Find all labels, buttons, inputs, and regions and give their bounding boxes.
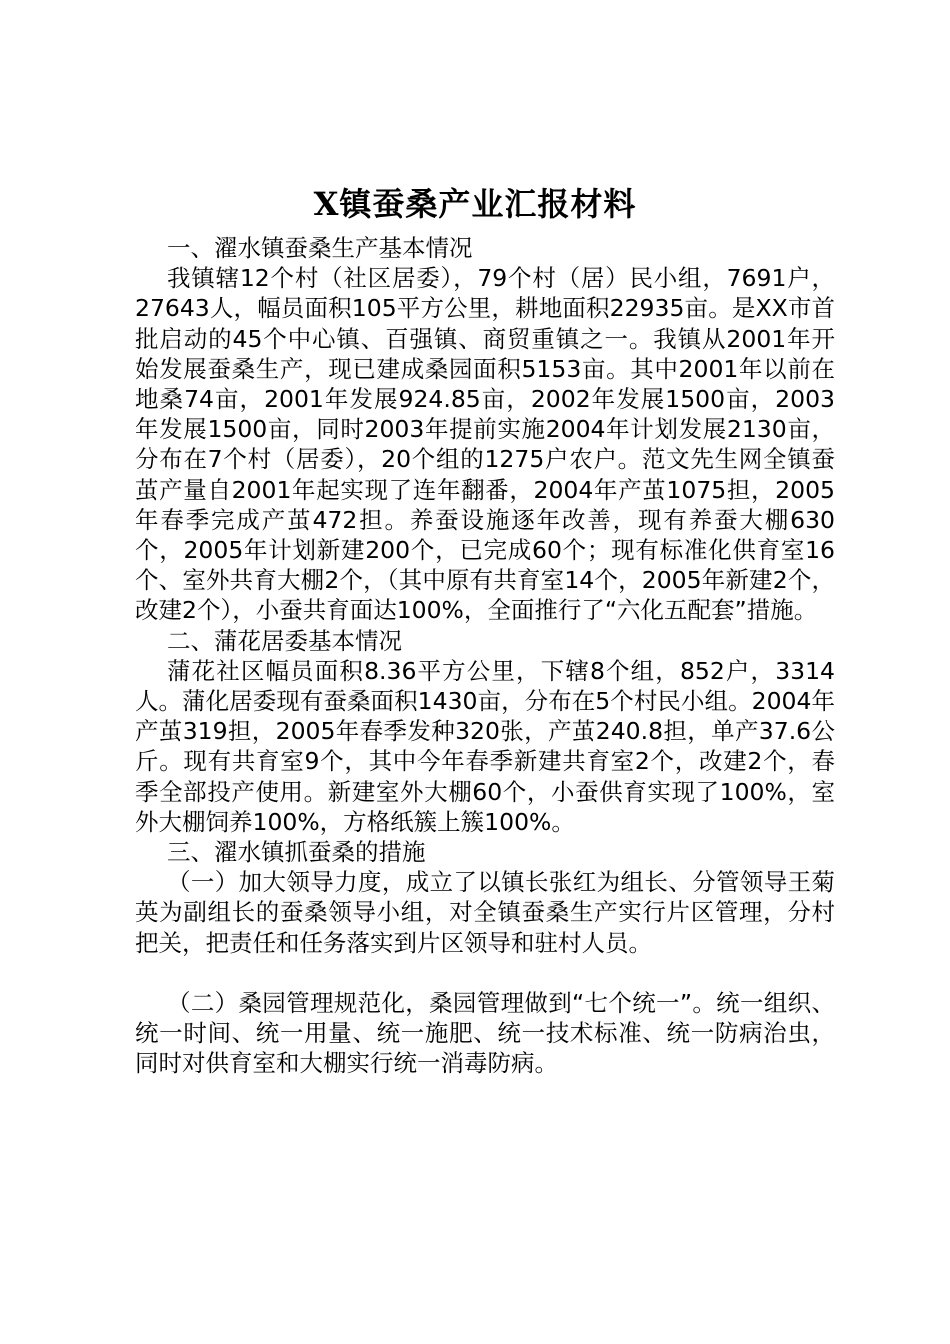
section-heading: 二、蒲花居委基本情况	[167, 626, 402, 655]
section-heading: 一、濯水镇蚕桑生产基本情况	[167, 234, 473, 262]
paragraph: （一）加大领导力度，成立了以镇长张红为组长、分管领导王菊英为副组长的蚕桑领导小组，对全镇蚕桑生产实行片区管理，分村把关，把责任和任务落实到片区领导和驻村人员。	[135, 868, 835, 957]
section-heading: 三、濯水镇抓蚕桑的措施	[167, 838, 426, 867]
document-body	[135, 233, 835, 1078]
paragraph: 我镇辖12个村（社区居委），79个村（居）民小组，7691户，27643人，幅员面积105平方公里，耕地面积22935亩。是XX市首批启动的45个中心镇、百强镇、商贸重镇之一。我镇从2001年开始发展蚕桑生产，现已建成桑园面积5153亩。其中2001年以前在地桑74亩，2001年发展924.85亩，2002年发展1500亩，2003年发展1500亩，同时2003年提前实施2004年计划发展2130亩，分布在7个村（居委），20个组的1275户农户。范文先生网全镇蚕茧产量自2001年起实现了连年翻番，2004年产茧1075担，2005年春季完成产茧472担。养蚕设施逐年改善，现有养蚕大棚630个，2005年计划新建200个，已完成60个；现有标准化供育室16个、室外共育大棚2个，（其中原有共育室14个，2005年新建2个，改建2个），小蚕共育面达100%，全面推行了“六化五配套”措施。	[135, 264, 835, 625]
document-title: X镇蚕桑产业汇报材料	[313, 185, 637, 223]
paragraph: （二）桑园管理规范化，桑园管理做到“七个统一”。统一组织、统一时间、统一用量、统一施肥、统一技术标准、统一防病治虫，同时对供育室和大棚实行统一消毒防病。	[135, 988, 835, 1078]
paragraph: 蒲花社区幅员面积8.36平方公里，下辖8个组，852户，3314人。蒲化居委现有蚕桑面积1430亩，分布在5个村民小组。2004年产茧319担，2005年春季发种320张，产茧240.8担，单产37.6公斤。现有共育室9个，其中今年春季新建共育室2个，改建2个，春季全部投产使用。新建室外大棚60个，小蚕供育实现了100%，室外大棚饲养100%，方格纸簇上簇100%。	[135, 656, 835, 836]
